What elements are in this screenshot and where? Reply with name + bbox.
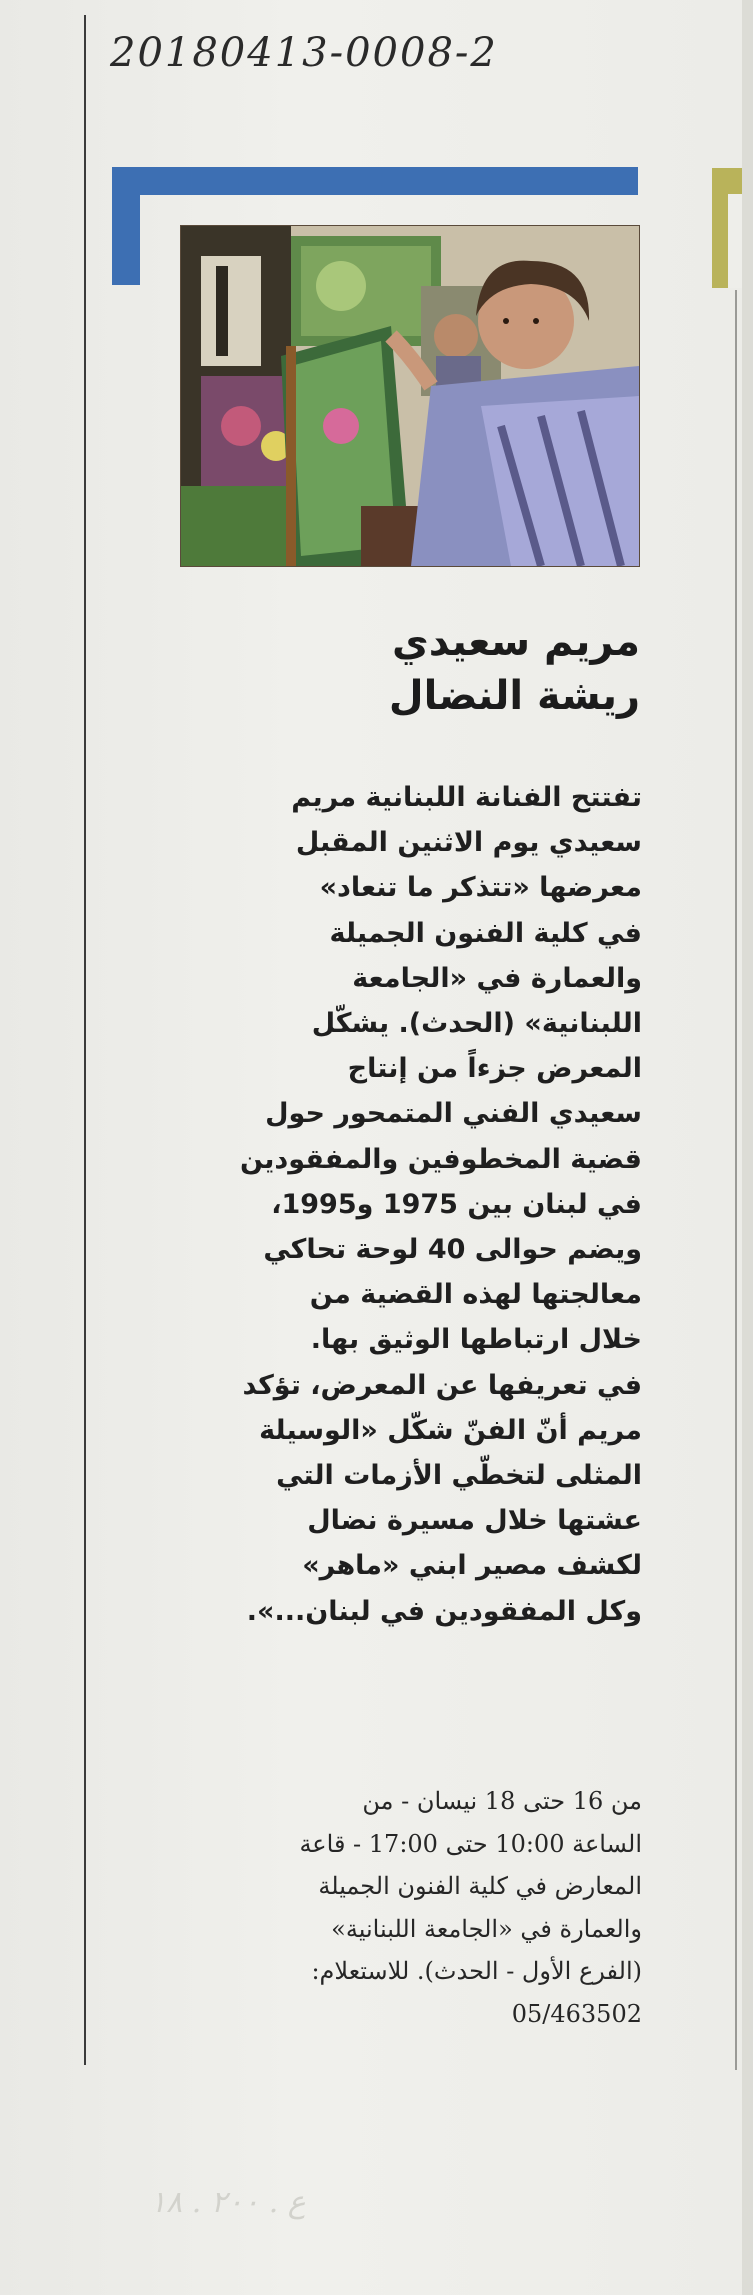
- info-line: والعمارة في «الجامعة اللبنانية»: [331, 1914, 642, 1943]
- body-line: تفتتح الفنانة اللبنانية مريم: [291, 782, 642, 813]
- column-rule-left: [84, 15, 86, 2065]
- artist-photo: [180, 225, 640, 567]
- body-line: اللبنانية» (الحدث). يشكّل: [311, 1008, 642, 1040]
- column-rule-right: [735, 290, 737, 2070]
- info-line: (الفرع الأول - الحدث). للاستعلام:: [311, 1957, 642, 1985]
- body-line: والعمارة في «الجامعة: [352, 962, 642, 994]
- info-phone: 05/463502: [511, 1999, 642, 2028]
- body-line: في تعريفها عن المعرض، تؤكد: [242, 1369, 642, 1401]
- info-line: المعارض في كلية الفنون الجميلة: [318, 1872, 642, 1900]
- faint-pencil-note: ع . ٢٠٠ . ١٨: [150, 2185, 306, 2220]
- body-line: عشتها خلال مسيرة نضال: [307, 1505, 642, 1537]
- photo-frame-accent-left: [112, 167, 140, 285]
- body-line: وكل المفقودين في لبنان...».: [246, 1595, 642, 1627]
- body-line: في كلية الفنون الجميلة: [329, 917, 642, 949]
- body-line: سعيدي الفني المتمحور حول: [265, 1098, 642, 1130]
- body-line: مريم أنّ الفنّ شكّل «الوسيلة: [259, 1414, 642, 1446]
- body-line: المعرض جزءاً من إنتاج: [347, 1053, 642, 1085]
- info-line: من 16 حتى 18 نيسان - من: [362, 1787, 642, 1815]
- body-line: في لبنان بين 1975 و1995،: [271, 1188, 642, 1220]
- artist-photo-illustration: [181, 226, 639, 566]
- handwritten-archive-code: 20180413-0008-2: [110, 30, 498, 76]
- body-line: معالجتها لهذه القضية من: [309, 1279, 642, 1311]
- body-line: خلال ارتباطها الوثيق بها.: [310, 1324, 642, 1356]
- body-line: المثلى لتخطّي الأزمات التي: [276, 1460, 642, 1492]
- body-line: ويضم حوالى 40 لوحة تحاكي: [263, 1234, 642, 1266]
- scan-edge: [742, 0, 753, 2295]
- body-line: لكشف مصير ابني «ماهر»: [302, 1550, 642, 1582]
- article-headline: [150, 615, 640, 723]
- photo-frame-accent-top: [112, 167, 638, 195]
- info-line: الساعة 10:00 حتى 17:00 - قاعة: [299, 1829, 642, 1858]
- event-info: [190, 1780, 642, 2035]
- body-line: سعيدي يوم الاثنين المقبل: [295, 827, 642, 859]
- body-line: قضية المخطوفين والمفقودين: [239, 1143, 642, 1175]
- headline-line-1: مريم سعيدي: [392, 619, 640, 665]
- headline-line-2: ريشة النضال: [388, 673, 640, 719]
- body-line: معرضها «تتذكر ما تنعاد»: [319, 872, 642, 904]
- next-column-accent: [712, 168, 742, 288]
- article-body: [150, 775, 642, 1634]
